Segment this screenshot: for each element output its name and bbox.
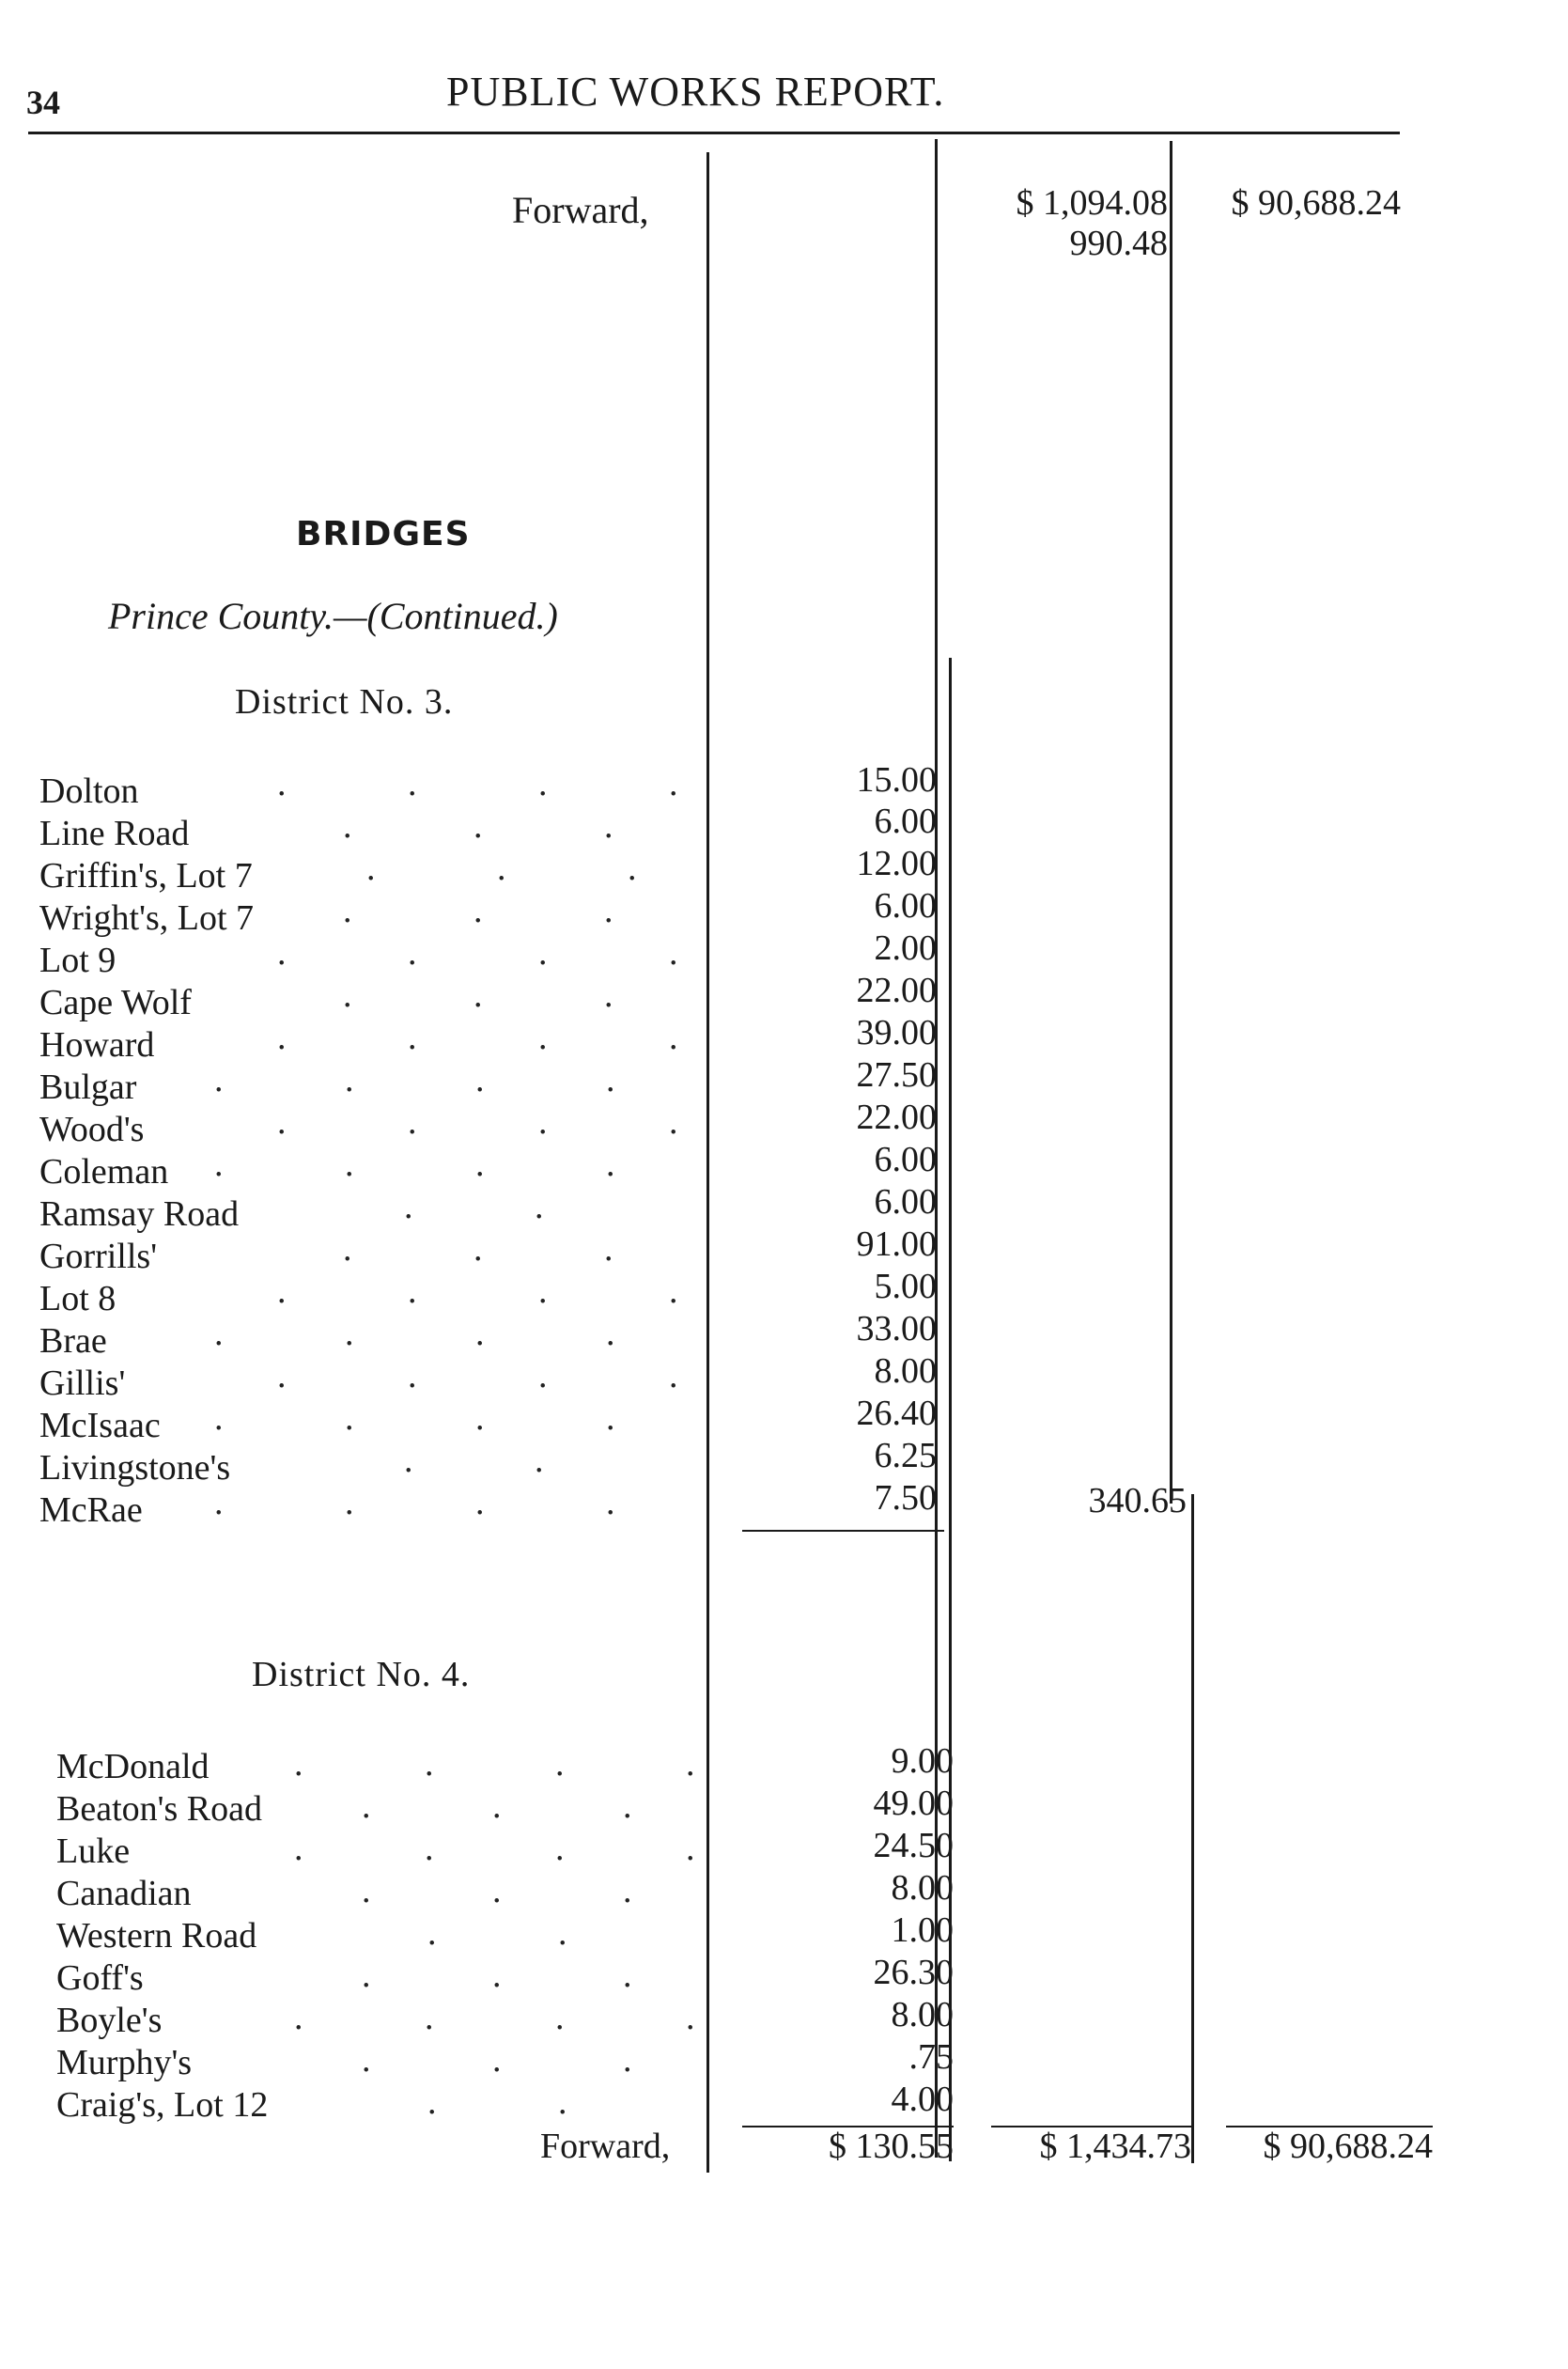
list-item-amount: 6.00	[874, 886, 937, 926]
list-item-label: Murphy's	[56, 2043, 193, 2082]
list-item-label: Brae	[39, 1321, 107, 1361]
list-item-amount: 6.00	[874, 1140, 937, 1179]
list-item-amount: 4.00	[891, 2080, 954, 2119]
list-item-label: Livingstone's	[39, 1448, 231, 1488]
list-item-label: Line Road	[39, 814, 190, 853]
district-3-total: 340.65	[1088, 1481, 1187, 1520]
list-item-amount: 6.25	[874, 1436, 937, 1475]
list-item-label: Boyle's	[56, 2001, 163, 2040]
list-item-amount: 6.00	[874, 802, 937, 841]
forward-top-col3-line2: 990.48	[1069, 224, 1168, 263]
list-item-amount: 27.50	[856, 1055, 937, 1095]
list-item-amount: 39.00	[856, 1013, 937, 1052]
list-item-label: Griffin's, Lot 7	[39, 856, 253, 896]
list-item-label: McRae	[39, 1490, 143, 1530]
list-item-label: Craig's, Lot 12	[56, 2085, 269, 2125]
list-item-amount: 22.00	[856, 971, 937, 1010]
list-item-label: Luke	[56, 1831, 131, 1871]
list-item-label: Lot 8	[39, 1279, 116, 1318]
district-4-heading: District No. 4.	[252, 1655, 471, 1694]
list-item-label: Goff's	[56, 1958, 144, 1998]
district-3-heading: District No. 3.	[235, 682, 454, 722]
list-item-amount: 49.00	[873, 1784, 954, 1823]
list-item-label: Wood's	[39, 1110, 145, 1149]
list-item-amount: 15.00	[856, 760, 937, 800]
section-heading: BRIDGES	[296, 515, 471, 553]
forward-label-bottom: Forward,	[540, 2127, 671, 2166]
list-item-amount: 2.00	[874, 928, 937, 968]
list-item-amount: .75	[908, 2037, 954, 2077]
list-item-amount: 6.00	[874, 1182, 937, 1222]
page-number: 34	[26, 84, 60, 121]
list-item-amount: 8.00	[874, 1351, 937, 1391]
list-item-label: Ramsay Road	[39, 1194, 240, 1234]
list-item-label: McDonald	[56, 1747, 210, 1786]
list-item-label: Coleman	[39, 1152, 169, 1192]
list-item-label: McIsaac	[39, 1406, 161, 1445]
column-rule-5	[1191, 1494, 1194, 2163]
list-item-amount: 9.00	[891, 1741, 954, 1781]
list-item-label: Bulgar	[39, 1068, 137, 1107]
list-item-label: Beaton's Road	[56, 1789, 262, 1829]
list-item-amount: 7.50	[874, 1478, 937, 1518]
list-item-label: Canadian	[56, 1874, 192, 1913]
list-item-amount: 91.00	[856, 1224, 937, 1264]
county-heading: Prince County.—(Continued.)	[108, 595, 558, 637]
list-item-label: Gorrills'	[39, 1237, 158, 1276]
forward-bottom-col2: $ 130.55	[829, 2127, 954, 2166]
list-item-amount: 5.00	[874, 1267, 937, 1306]
list-item-label: Western Road	[56, 1916, 257, 1956]
forward-label-top: Forward,	[512, 189, 649, 231]
column-rule-4	[1170, 141, 1172, 1504]
list-item-amount: 26.40	[856, 1394, 937, 1433]
list-item-label: Howard	[39, 1025, 155, 1065]
list-item-amount: 8.00	[891, 1995, 954, 2034]
forward-top-col3-line1: $ 1,094.08	[1016, 183, 1168, 223]
column-rule-1	[706, 152, 709, 2173]
list-item-amount: 1.00	[891, 1910, 954, 1950]
list-item-label: Gillis'	[39, 1364, 126, 1403]
list-item-amount: 8.00	[891, 1868, 954, 1908]
list-item-amount: 26.30	[873, 1953, 954, 1992]
list-item-amount: 24.50	[873, 1826, 954, 1865]
list-item-label: Cape Wolf	[39, 983, 192, 1022]
list-item-amount: 22.00	[856, 1098, 937, 1137]
forward-bottom-col3: $ 1,434.73	[1039, 2127, 1191, 2166]
list-item-label: Wright's, Lot 7	[39, 898, 255, 938]
list-item-amount: 12.00	[856, 844, 937, 883]
forward-bottom-col4: $ 90,688.24	[1263, 2127, 1433, 2166]
header-rule	[28, 132, 1400, 134]
list-item-label: Lot 9	[39, 941, 116, 980]
district-3-subtotal-rule	[742, 1530, 944, 1532]
list-item-label: Dolton	[39, 771, 139, 811]
list-item-amount: 33.00	[856, 1309, 937, 1348]
page-title: PUBLIC WORKS REPORT.	[446, 69, 945, 115]
forward-top-col4: $ 90,688.24	[1231, 183, 1401, 223]
